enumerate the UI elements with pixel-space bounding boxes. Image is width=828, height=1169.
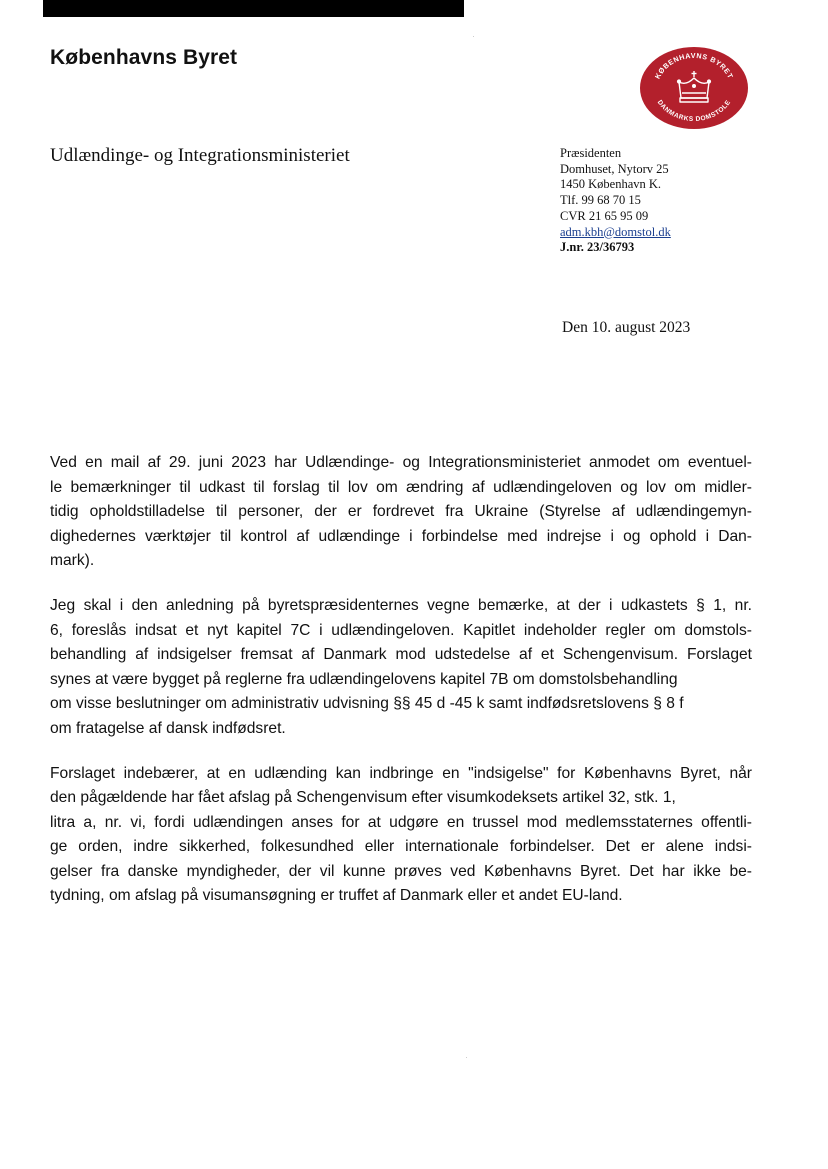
recipient-name: Udlændinge- og Integrationsministeriet — [50, 145, 350, 166]
paragraph — [50, 594, 752, 741]
text-line: Jeg skal i den anledning på byretspræsidenternes vegne bemærke, at der i udkastets § 1, nr. — [50, 597, 752, 614]
sender-cvr: CVR 21 65 95 09 — [560, 208, 649, 223]
text-line: 6, foreslås indsat et nyt kapitel 7C i udlændingeloven. Kapitlet indeholder regler om domstols- — [50, 621, 752, 639]
text-line: tydning, om afslag på visumansøgning er truffet af Danmark eller et andet EU-land. — [50, 887, 623, 904]
text-line: gelser fra danske myndigheder, der vil kunne prøves ved Københavns Byret. Det har ikke be- — [50, 862, 752, 880]
text-line: synes at være bygget på reglerne fra udlændingelovens kapitel 7B om domstolsbehandling — [50, 670, 678, 688]
sender-address-line1: Domhuset, Nytorv 25 — [560, 161, 669, 176]
text-line: ge orden, indre sikkerhed, folkesundhed eller internationale forbindelser. Det er alene indsi- — [50, 838, 752, 855]
redaction-bar — [43, 0, 464, 17]
sender-block — [560, 146, 800, 256]
sender-email-link[interactable]: adm.kbh@domstol.dk — [560, 224, 671, 239]
text-line: dighedernes værktøjer til kontrol af udlændinge i forbindelse med indrejse i og ophold i Dan- — [50, 527, 752, 545]
letter-body — [50, 451, 752, 929]
paragraph — [50, 451, 752, 574]
text-line: mark). — [50, 552, 95, 569]
text-line: behandling af indsigelser fremsat af Danmark mod udstedelse af et Schengenvisum. Forslaget — [50, 646, 752, 663]
text-line: litra a, nr. vi, fordi udlændingen anses for at udgøre en trussel mod medlemsstaternes offentli- — [50, 813, 752, 831]
sender-address-line2: 1450 København K. — [560, 177, 662, 192]
scan-speck — [473, 36, 474, 37]
text-line: Ved en mail af 29. juni 2023 har Udlændinge- og Integrationsministeriet anmodet om eventuel- — [50, 454, 752, 471]
court-seal — [639, 46, 749, 130]
text-line: om visse beslutninger om administrativ udvisning §§ 45 d -45 k samt indfødsretslovens § 8 f — [50, 695, 684, 712]
text-line: le bemærkninger til udkast til forslag til lov om ændring af udlændingeloven og lov om midler- — [50, 478, 752, 496]
sender-title: Præsidenten — [560, 146, 622, 160]
journal-number: J.nr. 23/36793 — [560, 240, 635, 255]
court-seal-graphic — [639, 46, 749, 130]
scan-speck — [466, 1057, 467, 1058]
text-line: om fratagelse af dansk indfødsret. — [50, 719, 286, 737]
paragraph — [50, 762, 752, 909]
text-line: den pågældende har fået afslag på Schengenvisum efter visumkodeksets artikel 32, stk. 1, — [50, 789, 676, 806]
letter-date: Den 10. august 2023 — [562, 319, 691, 336]
text-line: tidig opholdstilladelse til personer, der er fordrevet fra Ukraine (Styrelse af udlændingemyn- — [50, 503, 752, 520]
seal-text-bottom: DANMARKS DOMSTOLE — [655, 98, 733, 124]
court-name: Københavns Byret — [50, 46, 238, 69]
sender-phone: Tlf. 99 68 70 15 — [560, 193, 641, 208]
text-line: Forslaget indebærer, at en udlænding kan indbringe en "indsigelse" for Københavns Byret, når — [50, 764, 752, 782]
seal-text-top: KØBENHAVNS BYRET — [652, 50, 736, 81]
